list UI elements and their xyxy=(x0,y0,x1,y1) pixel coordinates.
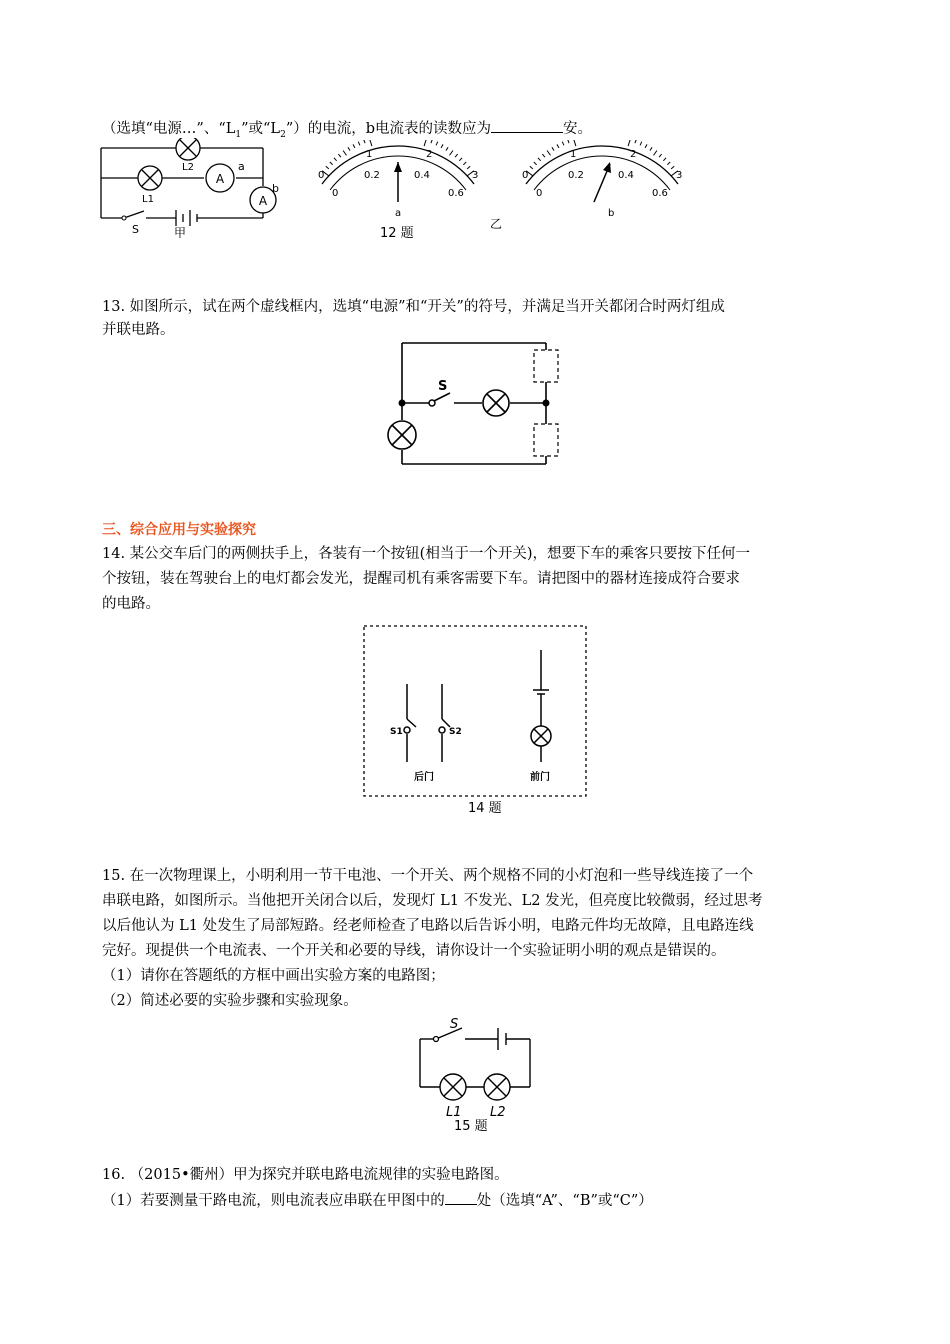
meter-tick xyxy=(671,166,674,169)
meter-tick xyxy=(436,142,438,146)
meter-tick xyxy=(449,150,452,155)
meter-b-bot-1: 0.2 xyxy=(568,170,584,181)
q14-line1: 14. 某公交车后门的两侧扶手上，各装有一个按钮(相当于一个开关)，想要下车的乘客只要按下任何一 xyxy=(102,546,750,562)
meter-b-bot-3: 0.6 xyxy=(652,188,668,199)
label-s: S xyxy=(132,223,139,236)
meter-a-top-2: 2 xyxy=(426,149,433,160)
q14-line2: 个按钮，装在驾驶台上的电灯都会发光，提醒司机有乘客需要下车。请把图中的器材连接成符合要求 xyxy=(102,571,740,587)
q15-line4: 完好。现提供一个电流表、一个开关和必要的导线，请你设计一个实验证明小明的观点是错误的。 xyxy=(102,943,726,959)
meter-tick xyxy=(353,144,355,148)
meter-b-top-2: 2 xyxy=(630,149,637,160)
meter-tick xyxy=(635,140,636,143)
q15-l2: L2 xyxy=(490,1105,506,1120)
fig-jia-label: 甲 xyxy=(174,226,187,238)
meter-a-pointer-label: a xyxy=(395,208,402,219)
fig-yi-label: 乙 xyxy=(490,217,503,231)
meter-tick xyxy=(640,142,642,146)
meter-tick xyxy=(459,158,462,161)
meter-tick xyxy=(334,158,337,161)
meter-b-pointer-label: b xyxy=(608,208,615,219)
meter-a-top-3: 3 xyxy=(472,170,479,181)
section3-heading: 三、综合应用与实验探究 xyxy=(102,522,256,538)
meter-a-bot-1: 0.2 xyxy=(364,170,380,181)
q13-circuit xyxy=(384,338,564,470)
meter-tick xyxy=(568,140,569,143)
meter-tick xyxy=(431,140,432,143)
q15-l1: L1 xyxy=(446,1105,462,1120)
q15-line2: 串联电路，如图所示。当他把开关闭合以后，发现灯 L1 不发光、L2 发光，但亮度比较微弱，经过思考 xyxy=(102,893,763,909)
meter-b xyxy=(512,140,692,225)
meter-tick xyxy=(369,140,372,146)
meter-tick xyxy=(659,154,662,157)
meter-tick xyxy=(358,142,360,146)
meter-tick xyxy=(338,154,341,157)
meter-tick xyxy=(628,140,631,146)
q16-line1: 16. （2015•衢州）甲为探究并联电路电流规律的实验电路图。 xyxy=(102,1167,509,1183)
q13-line1: 13. 如图所示，试在两个虚线框内，选填“电源”和“开关”的符号，并满足当开关都闭合时两灯组成 xyxy=(102,299,725,315)
q14-s2: S2 xyxy=(449,727,462,737)
meter-b-needle xyxy=(594,162,611,202)
meter-tick xyxy=(446,147,448,150)
meter-tick xyxy=(326,166,329,169)
label-l1: L1 xyxy=(142,194,154,205)
meter-tick xyxy=(667,162,670,165)
q15-line6: （2）简述必要的实验步骤和实验现象。 xyxy=(102,993,358,1009)
meter-a-top-0: 0 xyxy=(318,170,325,181)
meter-b-top-0: 0 xyxy=(522,170,529,181)
q14-rear-door: 后门 xyxy=(414,772,434,783)
q13-switch-label: S xyxy=(438,379,448,394)
meter-tick xyxy=(534,162,537,165)
q15-line5: （1）请你在答题纸的方框中画出实验方案的电路图； xyxy=(102,968,445,984)
meter-b-bot-2: 0.4 xyxy=(618,170,634,181)
meter-tick xyxy=(467,166,470,169)
meter-tick xyxy=(343,150,346,155)
meter-tick xyxy=(547,150,550,155)
meter-tick xyxy=(650,147,652,150)
answer-blank[interactable] xyxy=(491,118,563,133)
ammeter-b-label: A xyxy=(258,194,268,208)
q13-line2: 并联电路。 xyxy=(102,322,175,338)
meter-tick xyxy=(562,142,564,146)
label-a: a xyxy=(238,160,245,173)
dashed-box-bottom[interactable] xyxy=(534,424,558,456)
meter-tick xyxy=(542,154,545,157)
meter-tick xyxy=(424,140,427,146)
meter-a-bot-0: 0 xyxy=(332,188,339,199)
meter-tick xyxy=(645,144,647,148)
label-b: b xyxy=(272,182,279,195)
meter-b-top-3: 3 xyxy=(676,170,683,181)
meter-tick xyxy=(538,158,541,161)
q14-line3: 的电路。 xyxy=(102,596,160,612)
meter-tick xyxy=(573,140,576,146)
meter-a-bot-2: 0.4 xyxy=(414,170,430,181)
meter-tick xyxy=(364,140,365,143)
q12-circuit-jia xyxy=(96,138,286,238)
meter-tick xyxy=(552,147,554,150)
q12-line: （选填“电源…”、“$L_1$”或“$L_2$”）的电流，b电流表的读数应为 安。 xyxy=(102,118,592,145)
meter-a-needle xyxy=(394,162,402,202)
meter-tick xyxy=(557,144,559,148)
ammeter-a-label: A xyxy=(215,172,225,186)
meter-tick xyxy=(653,150,656,155)
meter-b-top-1: 1 xyxy=(570,149,577,160)
meter-tick xyxy=(441,144,443,148)
label-l2: L2 xyxy=(182,162,194,173)
q14-front-door: 前门 xyxy=(530,772,550,783)
meter-b-bot-0: 0 xyxy=(536,188,543,199)
meter-tick xyxy=(463,162,466,165)
meter-a-top-1: 1 xyxy=(366,149,373,160)
meter-tick xyxy=(530,166,533,169)
q15-line1: 15. 在一次物理课上，小明利用一节干电池、一个开关、两个规格不同的小灯泡和一些导线连接了一个 xyxy=(102,868,754,884)
dashed-box-top[interactable] xyxy=(534,350,558,382)
meter-tick xyxy=(663,158,666,161)
meter-tick xyxy=(348,147,350,150)
meter-a xyxy=(308,140,488,225)
meter-a-bot-3: 0.6 xyxy=(448,188,464,199)
q14-caption: 14 题 xyxy=(468,801,502,816)
q15-caption: 15 题 xyxy=(454,1119,488,1134)
meter-tick xyxy=(455,154,458,157)
q15-circuit xyxy=(410,1012,540,1134)
q15-switch-label: S xyxy=(450,1017,459,1032)
q15-line3: 以后他认为 L1 处发生了局部短路。经老师检查了电路以后告诉小明，电路元件均无故障，且电路连线 xyxy=(102,918,754,934)
q14-figure xyxy=(360,622,590,822)
meter-tick xyxy=(330,162,333,165)
answer-blank-q16[interactable] xyxy=(445,1190,477,1205)
q12-caption: 12 题 xyxy=(380,226,414,241)
q14-s1: S1 xyxy=(390,727,403,737)
q16-line2: （1）若要测量干路电流，则电流表应串联在甲图中的 处（选填“A”、“B”或“C”） xyxy=(102,1190,653,1211)
